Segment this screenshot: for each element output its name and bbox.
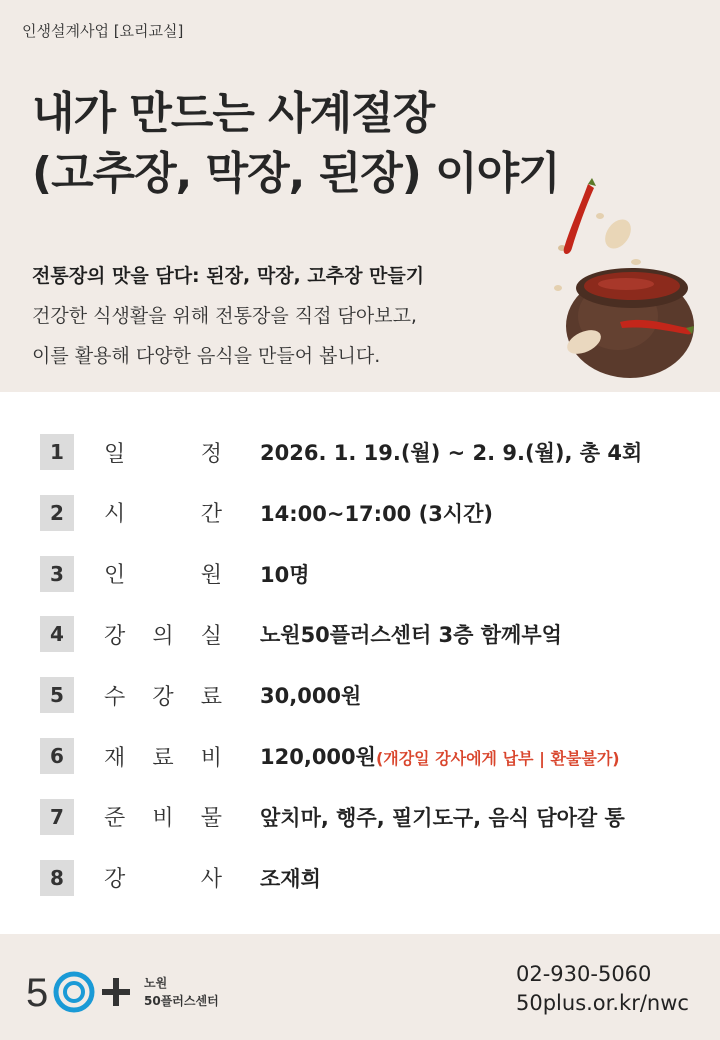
row-label: [104, 437, 222, 468]
header-section: [0, 0, 720, 392]
row-value-text: 10명: [260, 562, 310, 587]
website-url: 50plus.or.kr/nwc: [516, 991, 689, 1015]
row-label-char: 물: [200, 806, 222, 832]
row-label-char: 재: [104, 745, 126, 771]
row-label-char: 준: [104, 806, 126, 832]
row-value-note: (개강일 강사에게 납부 | 환불불가): [375, 749, 620, 768]
row-label-char: 료: [200, 684, 222, 710]
row-number: 2: [40, 495, 74, 531]
row-label-char: 강: [152, 684, 174, 710]
row-label-char: 수: [104, 684, 126, 710]
detail-row: [40, 554, 700, 594]
row-value-text: 120,000원: [260, 745, 376, 769]
row-number: 7: [40, 799, 74, 835]
row-value: [260, 863, 321, 893]
jang-pot-with-chili-icon: [540, 176, 720, 386]
row-label-char: 실: [200, 623, 222, 649]
row-label-char: 원: [200, 563, 222, 589]
phone-number: 02-930-5060: [516, 962, 652, 986]
intro-line-2: 이를 활용해 다양한 음식을 만들어 봅니다.: [32, 345, 381, 367]
row-label-char: 일: [104, 441, 126, 467]
row-value-text: 조재희: [260, 866, 321, 891]
row-label-char: 비: [152, 806, 174, 832]
row-value-text: 30,000원: [260, 684, 362, 709]
row-label-char: 비: [200, 745, 222, 771]
row-value: [260, 498, 493, 528]
row-value: [260, 619, 562, 649]
detail-row: [40, 432, 700, 472]
row-label: [104, 801, 222, 832]
title-line-1: 내가 만드는 사계절장: [32, 88, 435, 139]
row-label: [104, 680, 222, 711]
row-value: [260, 741, 620, 771]
row-label-char: 인: [104, 563, 126, 589]
row-label: [104, 497, 222, 528]
row-value-text: 14:00~17:00 (3시간): [260, 501, 493, 526]
row-number: 5: [40, 677, 74, 713]
row-label-char: 강: [104, 623, 126, 649]
row-label: [104, 619, 222, 650]
detail-row: [40, 736, 700, 776]
intro-line-1: 건강한 식생활을 위해 전통장을 직접 담아보고,: [32, 305, 417, 327]
row-value-text: 2026. 1. 19.(월) ~ 2. 9.(월), 총 4회: [260, 441, 643, 465]
contact-info: [516, 960, 689, 1018]
row-number: 3: [40, 556, 74, 592]
row-label-char: 사: [200, 867, 222, 893]
title-line-2: (고추장, 막장, 된장) 이야기: [32, 148, 560, 199]
row-label-char: 료: [152, 745, 174, 771]
row-label-char: 강: [104, 867, 126, 893]
row-label-char: 시: [104, 502, 126, 528]
intro-text: [32, 256, 424, 376]
row-label-char: 의: [152, 623, 174, 649]
row-label-char: 정: [200, 441, 222, 467]
page-title: [32, 84, 560, 204]
row-label: [104, 741, 222, 772]
row-value: [260, 559, 310, 589]
logo-sub-region: 노원: [144, 976, 168, 990]
row-label-char: 간: [200, 502, 222, 528]
detail-row: [40, 858, 700, 898]
intro-lead: 전통장의 맛을 담다: 된장, 막장, 고추장 만들기: [32, 265, 425, 287]
row-number: 6: [40, 738, 74, 774]
svg-text:5: 5: [26, 971, 49, 1015]
detail-row: [40, 614, 700, 654]
row-value-text: 노원50플러스센터 3층 함께부엌: [260, 623, 562, 648]
row-value-text: 앞치마, 행주, 필기도구, 음식 담아갈 통: [260, 805, 625, 830]
row-label: [104, 862, 222, 893]
detail-row: [40, 493, 700, 533]
program-name: 인생설계사업 [요리교실]: [22, 22, 184, 40]
row-value: [260, 437, 642, 467]
row-number: 8: [40, 860, 74, 896]
logo-sub-center: 50플러스센터: [144, 994, 219, 1008]
row-label: [104, 558, 222, 589]
detail-row: [40, 675, 700, 715]
row-number: 1: [40, 434, 74, 470]
row-value: [260, 802, 625, 832]
detail-row: [40, 797, 700, 837]
row-number: 4: [40, 616, 74, 652]
row-value: [260, 680, 361, 710]
